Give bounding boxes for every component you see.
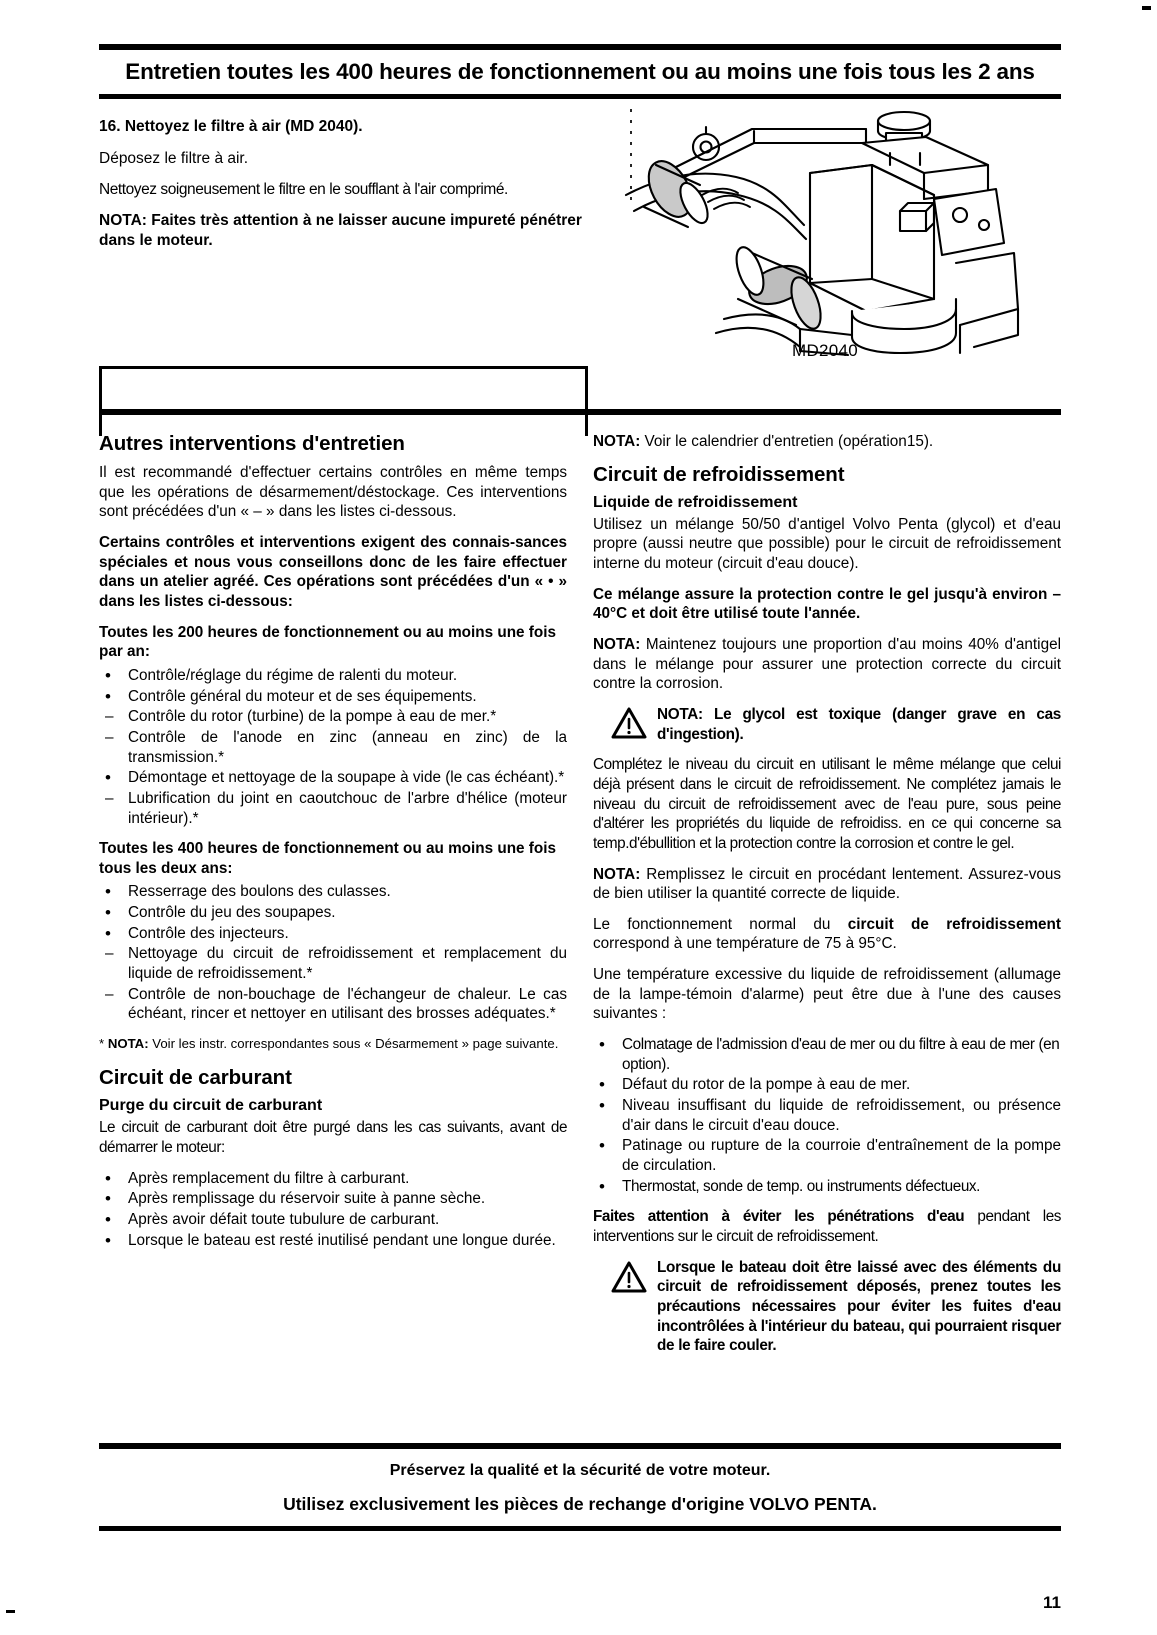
nota-40-percent <box>593 635 1061 694</box>
bullet-marker: • <box>105 903 111 923</box>
footer-line-1: Préservez la qualité et la sécurité de votre moteur. <box>389 1462 771 1479</box>
list-item-text: Contrôle des injecteurs. <box>128 924 289 942</box>
figure-caption: MD2040 <box>792 341 859 360</box>
nota-text: Remplissez le circuit en procédant lentement. Assurez-vous de bien utiliser la quantité correcte de liquide. <box>593 865 1061 903</box>
list-item <box>99 768 567 788</box>
warning-boat-left-with-parts-removed <box>593 1258 1061 1356</box>
bullet-marker: • <box>599 1096 605 1116</box>
bullet-marker: • <box>105 1230 111 1250</box>
list-item <box>593 1096 1061 1135</box>
attention-water-ingress <box>593 1207 1061 1246</box>
page-title: Entretien toutes les 400 heures de fonctionnement ou au moins une fois tous les 2 ans <box>125 59 1035 84</box>
list-item-text: Patinage ou rupture de la courroie d'entraînement de la pompe de circulation. <box>622 1137 1061 1175</box>
list-400-heures <box>99 882 567 1024</box>
autres-interventions-intro: Il est recommandé d'effectuer certains contrôles en même temps que les opérations de désarmement/déstockage. Ces interventions sont précédées d'un « – » dans les listes ci-dessous. <box>99 464 567 521</box>
list-item <box>99 944 567 983</box>
bullet-marker: • <box>599 1136 605 1156</box>
footer-line-2: Utilisez exclusivement les pièces de rechange d'origine VOLVO PENTA. <box>283 1494 877 1514</box>
list-item-text: Resserrage des boulons des culasses. <box>128 883 391 901</box>
list-item-text: Colmatage de l'admission d'eau de mer ou du filtre à eau de mer (en option). <box>622 1036 1060 1073</box>
scan-corner-mark-bottom-left <box>6 1610 15 1613</box>
coolant-paragraph-1: Utilisez un mélange 50/50 d'antigel Volvo Penta (glycol) et d'eau propre (aussi neutre que possible) pour le circuit de refroidissement interne du moteur (circuit d'eau douce). <box>593 515 1061 572</box>
nota-remplissage <box>593 865 1061 904</box>
list-item <box>593 1177 1061 1197</box>
subsection-title-purge-carburant: Purge du circuit de carburant <box>99 1097 323 1115</box>
bullet-marker: • <box>105 768 111 788</box>
footnote-text: Voir les instr. correspondantes sous « Désarmement » page suivante. <box>148 1036 559 1052</box>
list-item-text: Nettoyage du circuit de refroidissement et remplacement du liquide de refroidissement.* <box>128 945 567 983</box>
list-item-text: Contrôle de l'anode en zinc (anneau en zinc) de la transmission.* <box>128 728 567 766</box>
warning-triangle-icon <box>611 705 647 744</box>
bullet-marker: • <box>105 686 111 706</box>
list-item-text: Thermostat, sonde de temp. ou instruments défectueux. <box>622 1177 981 1195</box>
footnote-label: NOTA: <box>107 1036 149 1052</box>
nota-label: NOTA: <box>593 865 641 883</box>
nota-label: NOTA: <box>593 635 641 653</box>
dash-marker: – <box>105 945 114 963</box>
footer-messages <box>99 1449 1061 1526</box>
list-item <box>99 666 567 686</box>
subsection-title-liquide-refroidissement: Liquide de refroidissement <box>593 493 798 511</box>
list-item-text: Après remplacement du filtre à carburant. <box>128 1169 410 1187</box>
dash-marker: – <box>105 728 114 746</box>
list-overheat-causes <box>593 1035 1061 1196</box>
page-content <box>99 0 1061 1635</box>
normal-operation-temp <box>593 915 1061 954</box>
step-16-nota: NOTA: Faites très attention à ne laisser aucune impureté pénétrer dans le moteur. <box>99 211 582 249</box>
dash-marker: – <box>105 985 114 1003</box>
list-item-text: Niveau insuffisant du liquide de refroidissement, ou présence d'air dans le circuit d'eau douce. <box>622 1097 1061 1134</box>
step-16-line-1: Déposez le filtre à air. <box>99 150 249 167</box>
list-item <box>99 1210 567 1230</box>
two-column-body <box>99 415 1061 1367</box>
footer-rule-bottom <box>99 1526 1061 1531</box>
bullet-marker: • <box>105 882 111 902</box>
list-item-text: Lorsque le bateau est resté inutilisé pendant une longue durée. <box>128 1231 556 1249</box>
list-item-text: Contrôle du rotor (turbine) de la pompe à eau de mer.* <box>128 708 497 726</box>
excess-temperature-intro: Une température excessive du liquide de refroidissement (allumage de la lampe-témoin d'alarme) peut être due à l'une des causes suivantes : <box>593 966 1061 1023</box>
coolant-paragraph-2-bold: Ce mélange assure la protection contre le gel jusqu'à environ – 40°C et doit être utilisé toute l'année. <box>593 585 1061 623</box>
bullet-marker: • <box>105 1168 111 1188</box>
list-item-text: Contrôle de non-bouchage de l'échangeur de chaleur. Le cas échéant, rincer et nettoyer en utilisant des brosses adéquates.* <box>128 985 567 1023</box>
footnote-mark: * <box>99 1036 105 1052</box>
list-item <box>99 882 567 902</box>
list-item <box>99 1169 567 1189</box>
list-item-text: Après avoir défait toute tubulure de carburant. <box>128 1210 440 1228</box>
list-item-text: Contrôle général du moteur et de ses équipements. <box>128 687 477 705</box>
list-purge-cases <box>99 1169 567 1251</box>
nota-text: Maintenez toujours une proportion d'au moins 40% d'antigel dans le mélange pour assurer une protection correcte du circuit contre la corrosion. <box>593 635 1061 693</box>
right-column <box>593 432 1061 1367</box>
bullet-marker: • <box>599 1035 605 1055</box>
list-item <box>99 728 567 767</box>
section-title-autres-interventions: Autres interventions d'entretien <box>99 432 405 455</box>
list-item <box>99 903 567 923</box>
step-16-section <box>99 99 1061 403</box>
dash-marker: – <box>105 708 114 726</box>
step-16-line-2: Nettoyez soigneusement le filtre en le soufflant à l'air comprimé. <box>99 180 508 198</box>
bullet-marker: • <box>105 1189 111 1209</box>
bullet-marker: • <box>105 1209 111 1229</box>
purge-intro-text: Le circuit de carburant doit être purgé dans les cas suivants, avant de démarrer le moteur: <box>99 1119 567 1156</box>
normal-op-suffix: correspond à une température de 75 à 95°C. <box>593 935 897 953</box>
attention-bold-text: Faites attention à éviter les pénétrations d'eau <box>593 1208 965 1226</box>
figure-area <box>596 99 1061 403</box>
autres-interventions-intro-bold: Certains contrôles et interventions exigent des connais-sances spéciales et nous vous conseillons donc de les faire effectuer dans un atelier agréé. Ces opérations sont précédées d'un « • » dans les listes ci-dessous: <box>99 533 567 610</box>
section-divider-rule <box>99 409 1061 415</box>
step-16-text-block <box>99 99 596 403</box>
section-title-circuit-refroidissement: Circuit de refroidissement <box>593 462 845 486</box>
normal-op-prefix: Le fonctionnement normal du <box>593 915 848 933</box>
list-item <box>593 1075 1061 1095</box>
list-item <box>99 1189 567 1209</box>
list-item <box>593 1136 1061 1175</box>
left-column <box>99 432 567 1367</box>
normal-op-bold: circuit de refroidissement <box>847 915 1061 933</box>
footer-block <box>99 1443 1061 1531</box>
list-item <box>99 924 567 944</box>
page-number: 11 <box>1043 1593 1061 1612</box>
nota-label: NOTA: <box>593 433 641 450</box>
warning-glycol-toxic <box>593 705 1061 744</box>
list-item <box>99 1231 567 1251</box>
warning-boat-text: Lorsque le bateau doit être laissé avec des éléments du circuit de refroidissement déposés, prenez toutes les précautions nécessaires pour éviter les fuites d'eau incontrôlées à l'intérieur du bateau, qui pourraient risquer de le faire couler. <box>657 1258 1061 1355</box>
dash-marker: – <box>105 789 114 807</box>
warning-triangle-icon <box>611 1258 647 1298</box>
list-item <box>99 687 567 707</box>
list-200-heures-title: Toutes les 200 heures de fonctionnement ou au moins une fois par an: <box>99 623 557 661</box>
step-16-heading: 16. Nettoyez le filtre à air (MD 2040). <box>99 118 363 135</box>
attention-rest-text: pendant les interventions sur le circuit de refroidissement. <box>593 1208 1061 1245</box>
nota-text: Voir le calendrier d'entretien (opération15). <box>640 433 934 450</box>
list-item-text: Après remplissage du réservoir suite à panne sèche. <box>128 1190 486 1208</box>
list-item-text: Défaut du rotor de la pompe à eau de mer. <box>622 1076 911 1094</box>
list-item <box>99 707 567 727</box>
warning-glycol-text: NOTA: Le glycol est toxique (danger grave en cas d'ingestion). <box>657 705 1061 743</box>
list-400-heures-title: Toutes les 400 heures de fonctionnement ou au moins une fois tous les deux ans: <box>99 840 557 877</box>
list-item-text: Lubrification du joint en caoutchouc de l'arbre d'hélice (moteur intérieur).* <box>128 789 567 827</box>
list-item <box>593 1035 1061 1074</box>
list-item <box>99 985 567 1024</box>
bullet-marker: • <box>105 665 111 685</box>
list-200-heures <box>99 666 567 828</box>
bullet-marker: • <box>599 1075 605 1095</box>
list-item <box>99 789 567 828</box>
section-title-circuit-carburant: Circuit de carburant <box>99 1066 292 1090</box>
list-item-text: Démontage et nettoyage de la soupape à vide (le cas échéant).* <box>128 769 565 787</box>
engine-air-filter-diagram <box>604 103 1044 363</box>
footnote-desarmement <box>99 1035 567 1052</box>
bullet-marker: • <box>599 1176 605 1196</box>
nota-calendrier <box>593 432 1061 452</box>
coolant-paragraph-3: Complétez le niveau du circuit en utilisant le même mélange que celui déjà présent dans le circuit de refroidissement. Ne complétez jamais le niveau du circuit de refroidissement avec de l'eau pure, sous peine d'altérer les propriétés du liquide de refroidiss. en ce qui concerne sa temp.d'ébullition et la protection contre la corrosion et contre le gel. <box>593 756 1061 852</box>
scan-corner-mark-top-right <box>1142 6 1151 10</box>
blank-note-box <box>99 366 588 436</box>
list-item-text: Contrôle/réglage du régime de ralenti du moteur. <box>128 666 458 684</box>
bullet-marker: • <box>105 923 111 943</box>
list-item-text: Contrôle du jeu des soupapes. <box>128 904 336 922</box>
